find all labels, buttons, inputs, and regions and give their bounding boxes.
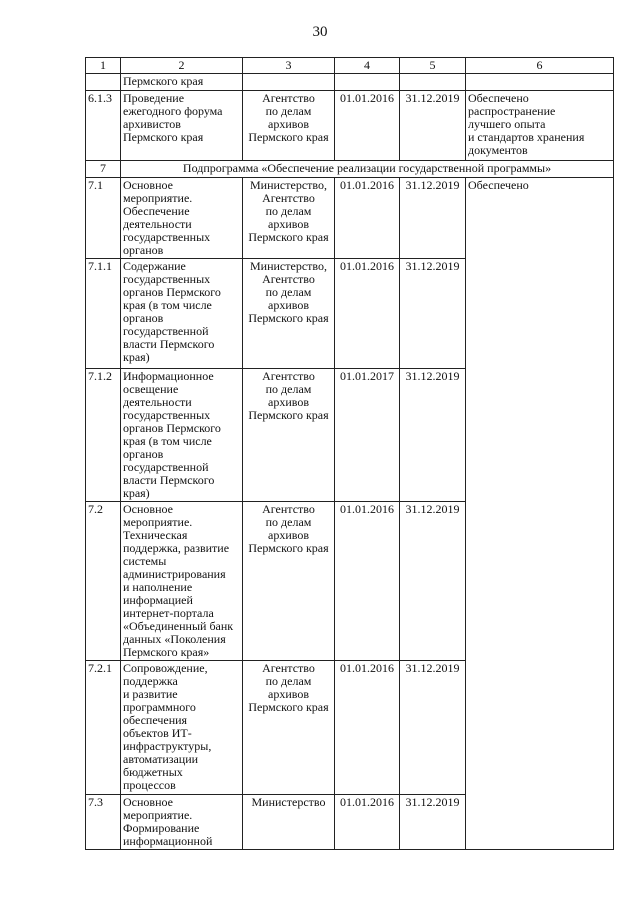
row-executor: Министерство, Агентство по делам архивов Пермского края xyxy=(243,178,335,259)
subprogram-title: Подпрограмма «Обеспечение реализации государственной программы» xyxy=(121,161,614,178)
row-executor: Министерство xyxy=(243,795,335,850)
row-executor: Агентство по делам архивов Пермского края xyxy=(243,369,335,502)
row-id: 7.1.2 xyxy=(86,369,121,502)
row-end: 31.12.2019 xyxy=(400,178,466,259)
table-row xyxy=(86,74,614,91)
row-id: 7.3 xyxy=(86,795,121,850)
row-name: Основное мероприятие. Обеспечение деятельности государственных органов xyxy=(121,178,243,259)
row-name: Проведение ежегодного форума архивистов Пермского края xyxy=(121,91,243,161)
row-name: Основное мероприятие. Формирование информационной xyxy=(121,795,243,850)
program-table xyxy=(85,57,614,850)
row-name: Основное мероприятие. Техническая поддержка, развитие системы администрирования и наполнение информацией интернет-портала «Объединенный банк данных «Поколения Пермского края» xyxy=(121,502,243,661)
row-executor: Агентство по делам архивов Пермского края xyxy=(243,661,335,795)
header-cell: 3 xyxy=(243,58,335,74)
row-id: 7.2 xyxy=(86,502,121,661)
row-start: 01.01.2016 xyxy=(335,661,400,795)
row-id: 6.1.3 xyxy=(86,91,121,161)
row-name: Сопровождение, поддержка и развитие программного обеспечения объектов ИТ- инфраструктуры, автоматизации бюджетных процессов xyxy=(121,661,243,795)
row-name: Пермского края xyxy=(121,74,243,91)
row-start: 01.01.2016 xyxy=(335,178,400,259)
row-id: 7.2.1 xyxy=(86,661,121,795)
row-result xyxy=(466,74,614,91)
subprogram-row xyxy=(86,161,614,178)
row-id: 7.1.1 xyxy=(86,259,121,369)
row-end: 31.12.2019 xyxy=(400,369,466,502)
page-number: 30 xyxy=(312,24,328,40)
row-start: 01.01.2016 xyxy=(335,91,400,161)
row-id: 7.1 xyxy=(86,178,121,259)
row-start: 01.01.2017 xyxy=(335,369,400,502)
table-row xyxy=(86,178,614,259)
row-executor xyxy=(243,74,335,91)
row-result: Обеспечено xyxy=(466,178,614,850)
row-start: 01.01.2016 xyxy=(335,795,400,850)
row-name: Содержание государственных органов Пермского края (в том числе органов государственной власти Пермского края) xyxy=(121,259,243,369)
row-end: 31.12.2019 xyxy=(400,661,466,795)
header-cell: 1 xyxy=(86,58,121,74)
header-cell: 4 xyxy=(335,58,400,74)
row-executor: Агентство по делам архивов Пермского края xyxy=(243,502,335,661)
row-start: 01.01.2016 xyxy=(335,259,400,369)
row-end: 31.12.2019 xyxy=(400,795,466,850)
row-result: Обеспечено распространение лучшего опыта и стандартов хранения документов xyxy=(466,91,614,161)
row-start xyxy=(335,74,400,91)
row-executor: Министерство, Агентство по делам архивов Пермского края xyxy=(243,259,335,369)
header-cell: 5 xyxy=(400,58,466,74)
header-cell: 6 xyxy=(466,58,614,74)
header-cell: 2 xyxy=(121,58,243,74)
row-end: 31.12.2019 xyxy=(400,91,466,161)
row-end: 31.12.2019 xyxy=(400,502,466,661)
table-header-row xyxy=(86,58,614,74)
row-name: Информационное освещение деятельности государственных органов Пермского края (в том числе органов государственной власти Пермского края) xyxy=(121,369,243,502)
subprogram-id: 7 xyxy=(86,161,121,178)
row-start: 01.01.2016 xyxy=(335,502,400,661)
row-id xyxy=(86,74,121,91)
row-executor: Агентство по делам архивов Пермского края xyxy=(243,91,335,161)
row-end xyxy=(400,74,466,91)
row-end: 31.12.2019 xyxy=(400,259,466,369)
table-row xyxy=(86,91,614,161)
